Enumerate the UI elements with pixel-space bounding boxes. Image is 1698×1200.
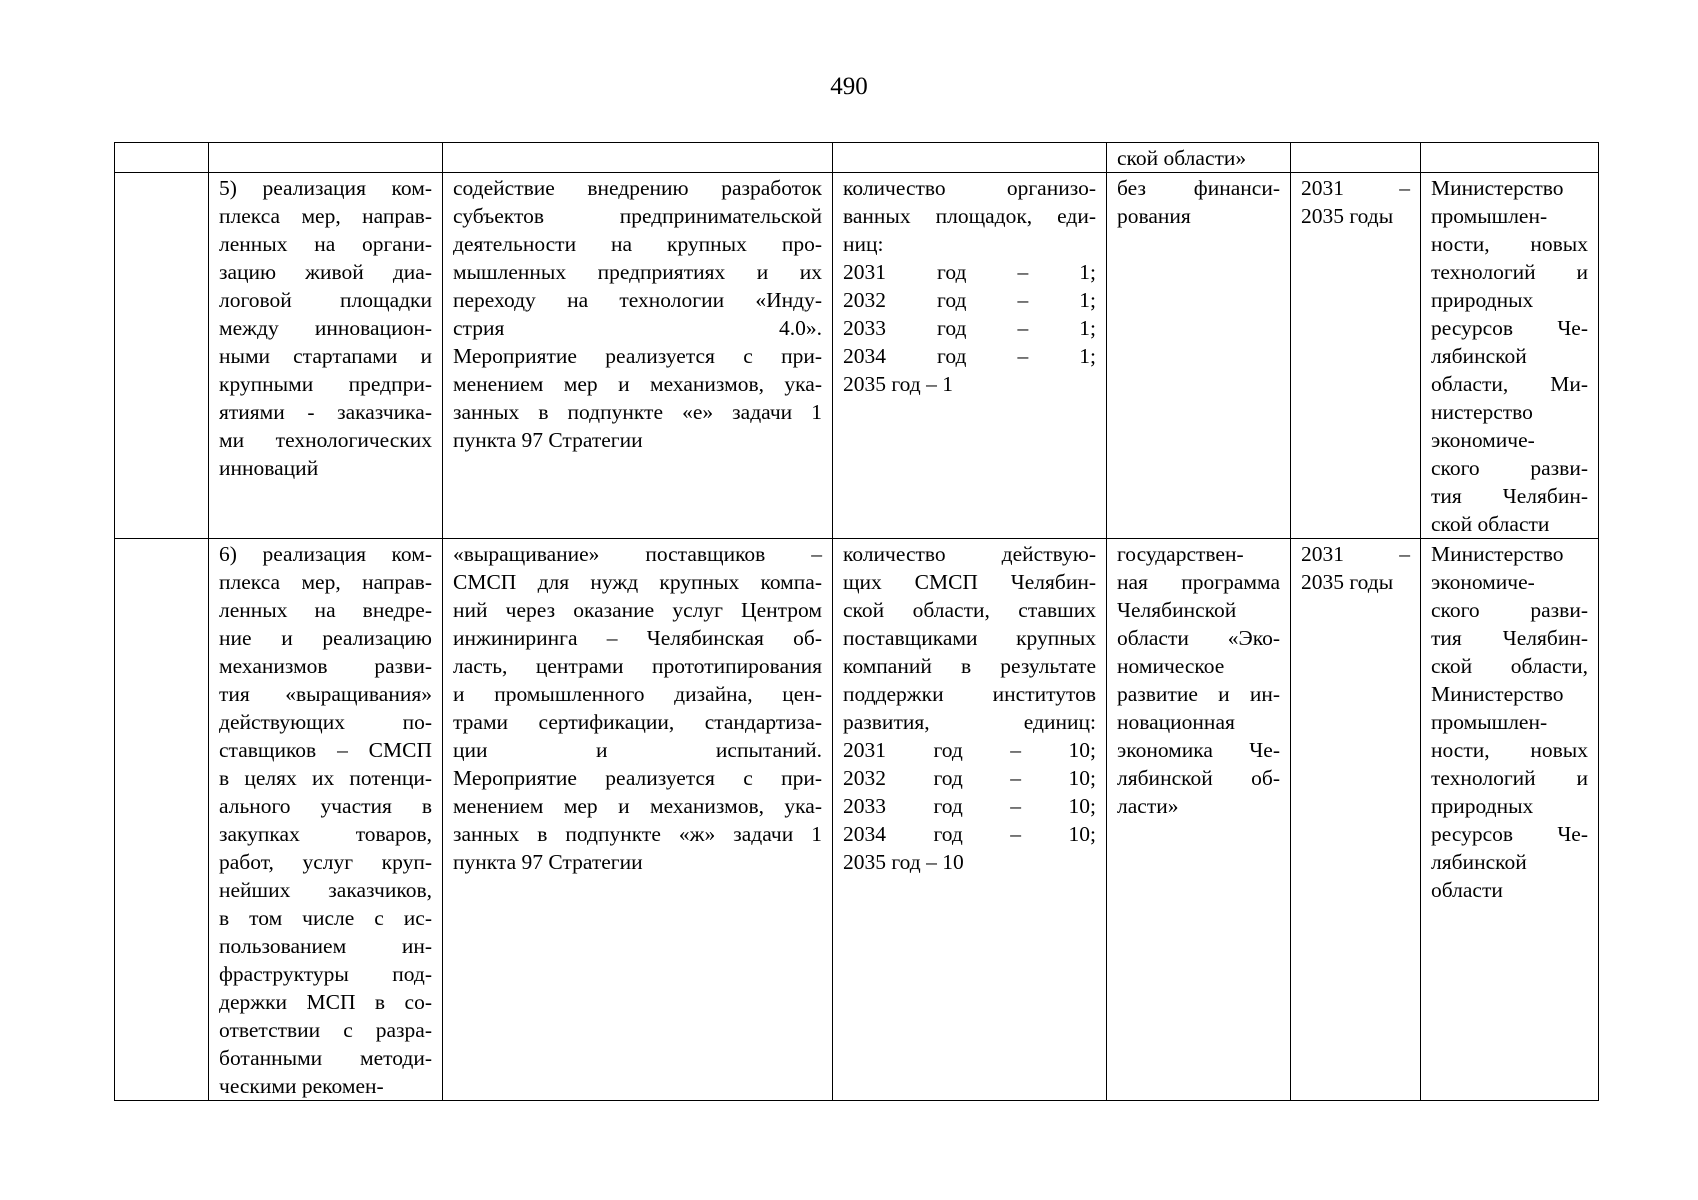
text-line: ниц: — [843, 232, 884, 256]
text-line: ными стартапами и — [219, 344, 432, 368]
text-line: 2031 год – 1; — [843, 260, 1096, 284]
text-line: мышленных предприятиях и их — [453, 260, 822, 284]
cell-task — [209, 143, 443, 173]
text-line: Мероприятие реализуется с при- — [453, 766, 822, 790]
text-line: ласти» — [1117, 794, 1179, 818]
text-line: области «Эко- — [1117, 626, 1280, 650]
text-line: новационная — [1117, 710, 1235, 734]
text-line: ний через оказание услуг Центром — [453, 598, 822, 622]
text-line: стрия 4.0». — [453, 316, 822, 340]
text-line: в целях их потенци- — [219, 766, 432, 790]
page-number: 490 — [830, 73, 868, 100]
cell-indicator — [833, 173, 1107, 539]
text-line: номическое — [1117, 654, 1225, 678]
text-line: ской области, — [1431, 654, 1588, 678]
text-line: ческими рекомен- — [219, 1074, 384, 1098]
text-line: развитие и ин- — [1117, 682, 1280, 706]
text-line: деятельности на крупных про- — [453, 232, 822, 256]
table-row — [115, 173, 1599, 539]
cell-executor — [1421, 143, 1599, 173]
text-line: области, Ми- — [1431, 372, 1588, 396]
text-line: ленных на органи- — [219, 232, 432, 256]
cell-executor — [1421, 173, 1599, 539]
text-line: в том числе с ис- — [219, 906, 432, 930]
cell-task — [209, 539, 443, 1101]
text-line: экономиче- — [1431, 428, 1535, 452]
text-line: ности, новых — [1431, 232, 1588, 256]
text-line: поставщиками крупных — [843, 626, 1096, 650]
text-line: технологий и — [1431, 260, 1588, 284]
text-line: ского разви- — [1431, 456, 1588, 480]
text-line: количество действую- — [843, 542, 1096, 566]
text-line: 2035 год – 10 — [843, 850, 964, 874]
source-line: ской области» — [1117, 146, 1247, 170]
text-line: ботанными методи- — [219, 1046, 432, 1070]
text-line: 5) реализация ком- — [219, 176, 432, 200]
text-line: тия «выращивания» — [219, 682, 432, 706]
text-line: ние и реализацию — [219, 626, 432, 650]
text-line: ми технологических — [219, 428, 432, 452]
text-line: природных — [1431, 794, 1534, 818]
text-line: экономиче- — [1431, 570, 1535, 594]
text-line: Мероприятие реализуется с при- — [453, 344, 822, 368]
text-line: пользованием ин- — [219, 934, 432, 958]
text-line: 2031 – — [1301, 542, 1410, 566]
text-line: рования — [1117, 204, 1191, 228]
text-line: между инновацион- — [219, 316, 432, 340]
text-line: занных в подпункте «ж» задачи 1 — [453, 822, 822, 846]
text-line: и промышленного дизайна, цен- — [453, 682, 822, 706]
text-line: 2033 год – 10; — [843, 794, 1096, 818]
cell-source — [1107, 143, 1291, 173]
text-line: поддержки институтов — [843, 682, 1096, 706]
text-line: ставщиков – СМСП — [219, 738, 432, 762]
cell-task — [209, 173, 443, 539]
text-line: логовой площадки — [219, 288, 432, 312]
text-line: промышлен- — [1431, 204, 1548, 228]
text-line: ального участия в — [219, 794, 432, 818]
text-line: ции и испытаний. — [453, 738, 822, 762]
cell-indicator — [833, 539, 1107, 1101]
text-line: ятиями - заказчика- — [219, 400, 432, 424]
cell-period — [1291, 143, 1421, 173]
text-line: фраструктуры под- — [219, 962, 432, 986]
text-line: 2031 – — [1301, 176, 1410, 200]
text-line: действующих по- — [219, 710, 432, 734]
text-line: 2035 годы — [1301, 204, 1394, 228]
text-line: плекса мер, направ- — [219, 204, 432, 228]
text-line: 2034 год – 10; — [843, 822, 1096, 846]
text-line: Челябинской — [1117, 598, 1237, 622]
text-line: «выращивание» поставщиков – — [453, 542, 822, 566]
cell-measure — [443, 539, 833, 1101]
text-line: развития, единиц: — [843, 710, 1096, 734]
cell-measure — [443, 143, 833, 173]
text-line: инноваций — [219, 456, 319, 480]
text-line: ского разви- — [1431, 598, 1588, 622]
text-line: ресурсов Че- — [1431, 822, 1588, 846]
text-line: ная программа — [1117, 570, 1280, 594]
text-line: 2031 год – 10; — [843, 738, 1096, 762]
text-line: без финанси- — [1117, 176, 1280, 200]
text-line: содействие внедрению разработок — [453, 176, 822, 200]
text-line: зацию живой диа- — [219, 260, 432, 284]
text-line: механизмов разви- — [219, 654, 432, 678]
text-line: лябинской — [1431, 850, 1527, 874]
text-line: природных — [1431, 288, 1534, 312]
text-line: лябинской — [1431, 344, 1527, 368]
cell-source — [1107, 539, 1291, 1101]
text-line: лябинской об- — [1117, 766, 1280, 790]
cell-period — [1291, 173, 1421, 539]
text-line: 2032 год – 10; — [843, 766, 1096, 790]
cell-number — [115, 173, 209, 539]
cell-number — [115, 539, 209, 1101]
cell-source — [1107, 173, 1291, 539]
text-line: тия Челябин- — [1431, 626, 1588, 650]
text-line: 6) реализация ком- — [219, 542, 432, 566]
text-line: щих СМСП Челябин- — [843, 570, 1096, 594]
text-line: промышлен- — [1431, 710, 1548, 734]
text-line: 2035 год – 1 — [843, 372, 953, 396]
text-line: держки МСП в со- — [219, 990, 432, 1014]
text-line: пункта 97 Стратегии — [453, 850, 643, 874]
text-line: ности, новых — [1431, 738, 1588, 762]
text-line: ской области — [1431, 512, 1550, 536]
text-line: субъектов предпринимательской — [453, 204, 822, 228]
text-line: СМСП для нужд крупных компа- — [453, 570, 822, 594]
text-line: Министерство — [1431, 176, 1564, 200]
text-line: менением мер и механизмов, ука- — [453, 372, 822, 396]
text-line: ласть, центрами прототипирования — [453, 654, 822, 678]
cell-measure — [443, 173, 833, 539]
table-row-continuation — [115, 143, 1599, 173]
cell-period — [1291, 539, 1421, 1101]
measures-table — [114, 142, 1599, 1101]
text-line: ленных на внедре- — [219, 598, 432, 622]
text-line: менением мер и механизмов, ука- — [453, 794, 822, 818]
text-line: переходу на технологии «Инду- — [453, 288, 822, 312]
text-line: нистерство — [1431, 400, 1533, 424]
text-line: Министерство — [1431, 682, 1564, 706]
text-line: ответствии с разра- — [219, 1018, 432, 1042]
text-line: пункта 97 Стратегии — [453, 428, 643, 452]
cell-number — [115, 143, 209, 173]
cell-executor — [1421, 539, 1599, 1101]
text-line: экономика Че- — [1117, 738, 1280, 762]
text-line: трами сертификации, стандартиза- — [453, 710, 822, 734]
table-row — [115, 539, 1599, 1101]
text-line: ванных площадок, еди- — [843, 204, 1096, 228]
text-line: Министерство — [1431, 542, 1564, 566]
text-line: 2032 год – 1; — [843, 288, 1096, 312]
text-line: 2035 годы — [1301, 570, 1394, 594]
text-line: 2033 год – 1; — [843, 316, 1096, 340]
text-line: закупках товаров, — [219, 822, 432, 846]
text-line: области — [1431, 878, 1503, 902]
text-line: плекса мер, направ- — [219, 570, 432, 594]
text-line: тия Челябин- — [1431, 484, 1588, 508]
text-line: ской области, ставших — [843, 598, 1096, 622]
text-line: технологий и — [1431, 766, 1588, 790]
text-line: нейших заказчиков, — [219, 878, 432, 902]
text-line: ресурсов Че- — [1431, 316, 1588, 340]
text-line: работ, услуг круп- — [219, 850, 432, 874]
text-line: количество организо- — [843, 176, 1096, 200]
cell-indicator — [833, 143, 1107, 173]
text-line: компаний в результате — [843, 654, 1096, 678]
text-line: инжиниринга – Челябинская об- — [453, 626, 822, 650]
text-line: крупными предпри- — [219, 372, 432, 396]
text-line: 2034 год – 1; — [843, 344, 1096, 368]
text-line: занных в подпункте «е» задачи 1 — [453, 400, 822, 424]
text-line: государствен- — [1117, 542, 1244, 566]
